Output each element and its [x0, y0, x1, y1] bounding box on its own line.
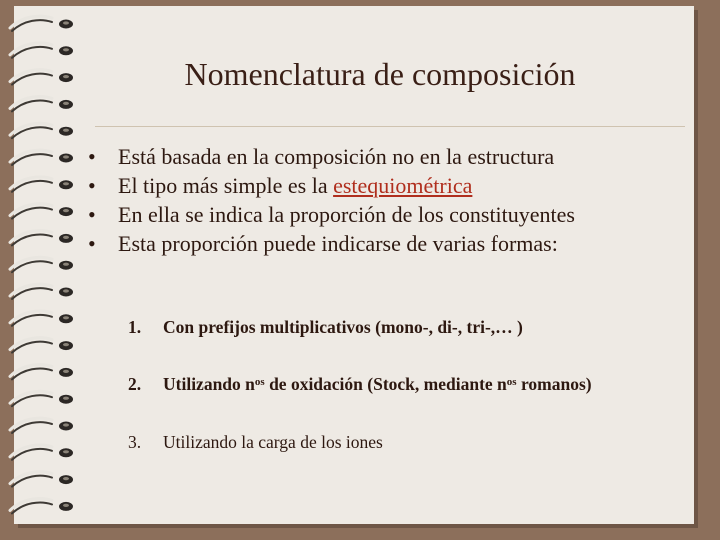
bullet-item [88, 202, 575, 231]
spiral-coil [10, 499, 73, 514]
item-text: de oxidación (Stock, mediante n [264, 374, 507, 394]
spiral-coil [10, 16, 73, 31]
item-number: 2. [128, 374, 142, 394]
bullet-text: El tipo más simple es la [118, 173, 334, 198]
bullet-dot: • [88, 231, 96, 256]
spiral-coil [10, 257, 73, 272]
slide-title: Nomenclatura de composición [184, 56, 576, 92]
item-text: Utilizando n [163, 374, 255, 394]
spiral-coil [10, 391, 73, 406]
spiral-coil [10, 123, 73, 138]
item-text: Utilizando la carga de los iones [163, 432, 383, 452]
item-text: romanos) [516, 374, 592, 394]
item-number: 1. [128, 317, 142, 337]
bullet-item [88, 173, 575, 202]
highlighted-term: estequiométrica [333, 173, 473, 198]
spiral-coil [10, 311, 73, 326]
numbered-item [128, 317, 523, 338]
spiral-coil [10, 177, 73, 192]
bullet-dot: • [88, 144, 96, 169]
item-number: 3. [128, 432, 142, 452]
bullet-list [88, 144, 575, 260]
title-divider [95, 126, 685, 127]
item-text: Con prefijos multiplicativos (mono-, di-, tri-,… ) [163, 317, 523, 337]
bullet-dot: • [88, 173, 96, 198]
spiral-coil [10, 445, 73, 460]
bullet-text: En ella se indica la proporción de los constituyentes [118, 202, 575, 227]
spiral-coil [10, 150, 73, 165]
spiral-coil [10, 472, 73, 487]
spiral-coil [10, 231, 73, 246]
bullet-text: Está basada en la composición no en la estructura [118, 144, 555, 169]
spiral-coil [10, 204, 73, 219]
spiral-coil [10, 97, 73, 112]
superscript: os [506, 376, 517, 388]
spiral-coil [10, 43, 73, 58]
spiral-coil [10, 284, 73, 299]
bullet-item [88, 231, 575, 260]
numbered-item [128, 374, 592, 395]
bullet-text: Esta proporción puede indicarse de varias formas: [118, 231, 558, 256]
numbered-item [128, 432, 383, 453]
spiral-coil [10, 418, 73, 433]
superscript: os [254, 376, 265, 388]
spiral-coil [10, 338, 73, 353]
bullet-item [88, 144, 575, 173]
spiral-binding-icon [0, 0, 90, 540]
spiral-coil [10, 365, 73, 380]
bullet-dot: • [88, 202, 96, 227]
spiral-coil [10, 70, 73, 85]
